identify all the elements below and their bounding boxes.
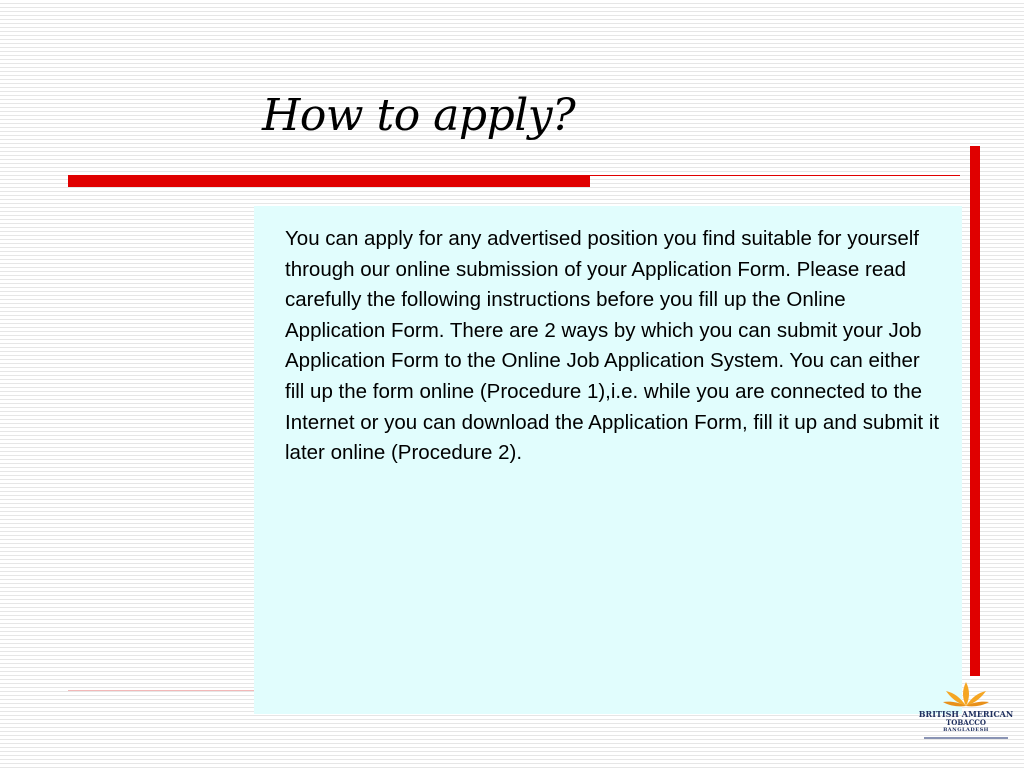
right-accent-bar xyxy=(970,146,980,676)
logo-tagline-stroke xyxy=(924,737,1008,739)
title-underline-thick xyxy=(68,175,590,187)
body-paragraph: You can apply for any advertised position you find suitable for yourself through our online submission of your Application Form. Please read carefully the following instructions before you fill up the Online Application Form. There are 2 ways by which you can submit your Job Application Form to the Online Job Application System. You can either fill up the form online (Procedure 1),i.e. while you are connected to the Internet or you can download the Application Form, fill it up and submit it later online (Procedure 2). xyxy=(285,227,940,465)
company-logo xyxy=(918,680,1014,754)
logo-text-line2: TOBACCO xyxy=(946,718,986,727)
footer-divider xyxy=(68,690,254,691)
slide-title: How to apply? xyxy=(262,90,576,141)
logo-text-line1: BRITISH AMERICAN xyxy=(918,709,1014,719)
logo-text-line3: BANGLADESH xyxy=(943,727,989,733)
content-panel xyxy=(254,206,962,714)
leaf-icon xyxy=(941,680,991,708)
title-underline-thin xyxy=(590,175,960,176)
